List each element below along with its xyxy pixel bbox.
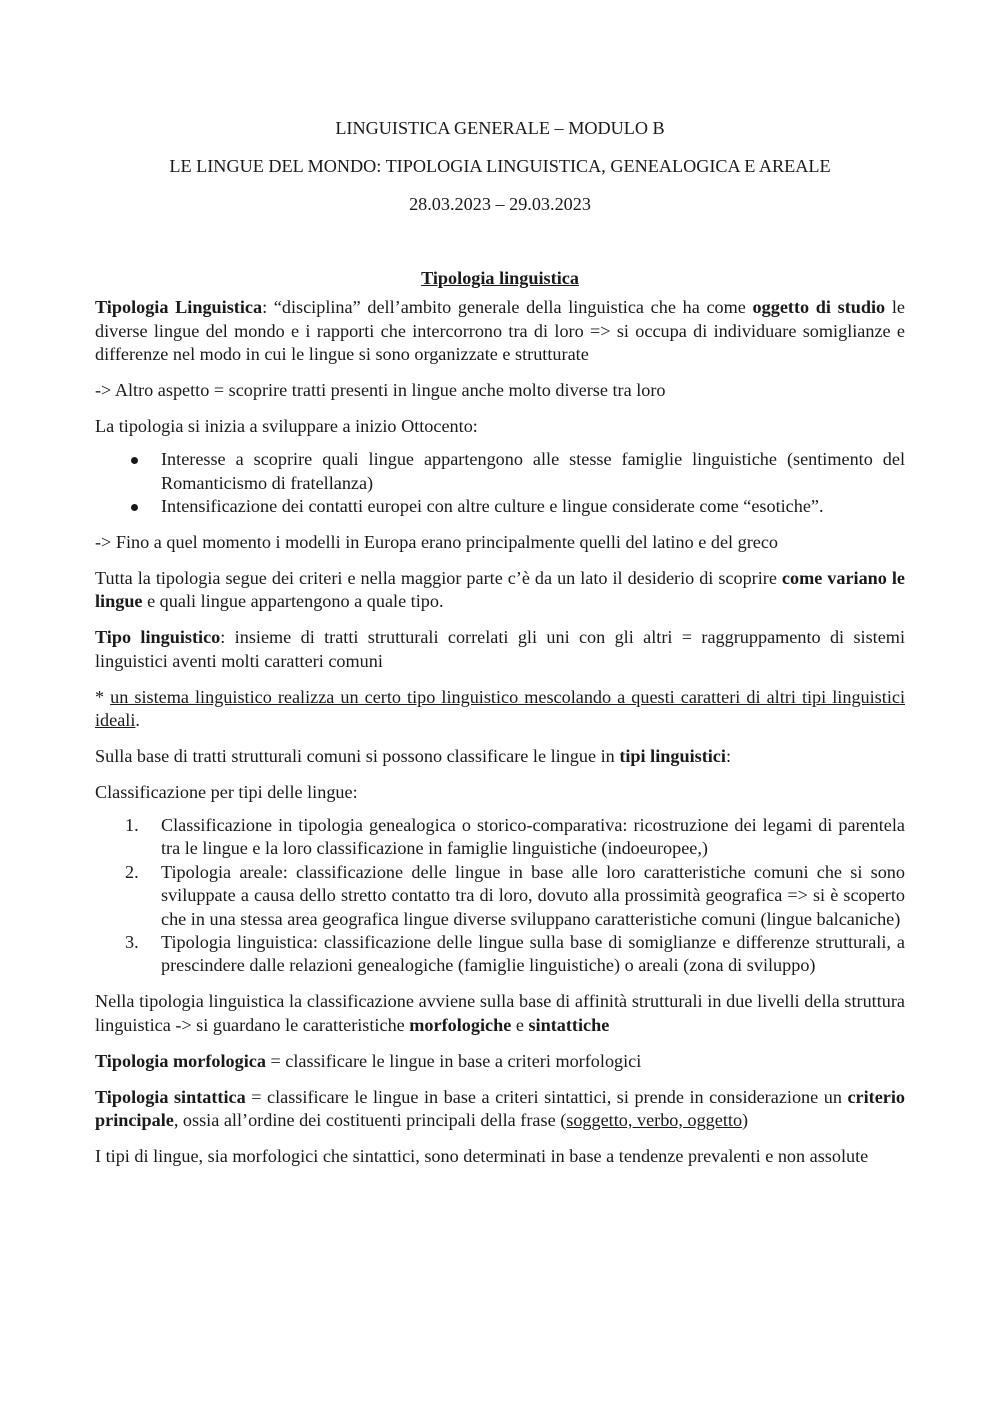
text-span: Tutta la tipologia segue dei criteri e nella maggior parte c’è da un lato il desiderio di scoprire xyxy=(95,567,782,588)
text-span: : xyxy=(725,746,731,767)
list-number: 1. xyxy=(125,815,139,836)
term-bold: morfologiche xyxy=(409,1014,512,1035)
term-bold: Tipologia Linguistica xyxy=(95,297,263,318)
list-item xyxy=(95,814,905,861)
lecture-dates: 28.03.2023 – 29.03.2023 xyxy=(409,193,591,214)
list-item xyxy=(95,931,905,978)
section-title: Tipologia linguistica xyxy=(421,268,579,288)
paragraph-classification-intro: Classificazione per tipi delle lingue: xyxy=(95,782,358,803)
term-bold: sintattiche xyxy=(528,1014,610,1035)
text-span: Sulla base di tratti strutturali comuni si possono classificare le lingue in xyxy=(95,746,620,767)
term-bold: Tipo linguistico xyxy=(95,627,221,648)
text-span: e xyxy=(511,1014,529,1035)
text-span: ) xyxy=(742,1110,749,1131)
list-item-text: Tipologia areale: classificazione delle lingue in base alle loro caratteristiche comuni che si sono sviluppate a causa dello stretto contatto tra di loro, dovuto alla prossimità geografica => si è scoperto che in una stessa area geografica lingue diverse sviluppano caratteristiche comuni (lingue balcaniche) xyxy=(161,861,905,929)
lecture-title: LE LINGUE DEL MONDO: TIPOLOGIA LINGUISTICA, GENEALOGICA E AREALE xyxy=(169,155,831,176)
list-number: 3. xyxy=(125,932,139,953)
list-item-text: Intensificazione dei contatti europei con altre culture e lingue considerate come “esotiche”. xyxy=(161,496,824,517)
paragraph-syntactic xyxy=(95,1086,905,1133)
term-bold: Tipologia morfologica xyxy=(95,1050,266,1071)
paragraph-morphological xyxy=(95,1050,905,1073)
text-span: * xyxy=(95,686,111,707)
list-item xyxy=(95,495,905,518)
term-bold: tipi linguistici xyxy=(619,746,726,767)
term-bold: Tipologia sintattica xyxy=(95,1086,246,1107)
text-span: = classificare le lingue in base a criteri morfologici xyxy=(265,1050,642,1071)
paragraph-structural-affinity xyxy=(95,990,910,1037)
list-item-text: Tipologia linguistica: classificazione delle lingue sulla base di somiglianze e differenze strutturali, a prescindere dalle relazioni genealogiche (famiglie linguistiche) o areali (zona di sviluppo) xyxy=(161,932,905,976)
text-span: , ossia all’ordine dei costituenti principali della frase ( xyxy=(173,1110,567,1131)
bullet-icon xyxy=(131,457,138,464)
list-item xyxy=(95,448,905,495)
list-item-text: Classificazione in tipologia genealogica o storico-comparativa: ricostruzione dei legami di parentela tra le lingue e la loro classificazione in famiglie linguistiche (indoeuropee,) xyxy=(161,815,905,859)
paragraph-criteria xyxy=(95,567,905,614)
text-span: e quali lingue appartengono a quale tipo. xyxy=(142,591,444,612)
paragraph-tendencies: I tipi di lingue, sia morfologici che sintattici, sono determinati in base a tendenze prevalenti e non assolute xyxy=(95,1146,869,1167)
underlined-text: un sistema linguistico realizza un certo tipo linguistico mescolando a questi caratteri di altri tipi linguistici ideali xyxy=(95,686,905,731)
text-span: Nella tipologia linguistica la classificazione avviene sulla base di affinità strutturali in due livelli della struttura linguistica -> si guardano le caratteristiche xyxy=(95,991,910,1035)
term-bold: oggetto di studio xyxy=(752,297,886,318)
numbered-list xyxy=(95,814,905,978)
paragraph-note xyxy=(95,686,905,733)
paragraph-classify xyxy=(95,745,905,768)
list-item xyxy=(95,861,905,931)
course-title: LINGUISTICA GENERALE – MODULO B xyxy=(335,118,665,138)
bullet-icon xyxy=(131,504,138,511)
term-bold: criterio principale xyxy=(95,1086,905,1131)
text-span: : insieme di tratti strutturali correlati gli uni con gli altri = raggruppamento di sistemi linguistici aventi molti caratteri comuni xyxy=(95,627,910,671)
text-span: le diverse lingue del mondo e i rapporti che intercorrono tra di loro => si occupa di individuare somiglianze e differenze nel modo in cui le lingue si sono organizzate e strutturate xyxy=(95,297,910,365)
list-number: 2. xyxy=(125,861,139,882)
paragraph-history-intro: La tipologia si inizia a sviluppare a inizio Ottocento: xyxy=(95,416,478,437)
text-span: . xyxy=(135,710,140,731)
text-span: = classificare le lingue in base a criteri sintattici, si prende in considerazione un xyxy=(245,1086,848,1107)
paragraph-models: -> Fino a quel momento i modelli in Europa erano principalmente quelli del latino e del greco xyxy=(95,531,778,552)
paragraph-definition xyxy=(95,296,910,366)
underlined-text: soggetto, verbo, oggetto xyxy=(566,1110,743,1131)
paragraph-linguistic-type xyxy=(95,626,910,673)
list-item-text: Interesse a scoprire quali lingue appartengono alle stesse famiglie linguistiche (sentimento del Romanticismo di fratellanza) xyxy=(161,449,905,493)
paragraph-other-aspect: -> Altro aspetto = scoprire tratti presenti in lingue anche molto diverse tra loro xyxy=(95,380,666,401)
term-bold: come variano le lingue xyxy=(95,567,905,612)
text-span: : “disciplina” dell’ambito generale della linguistica che ha come xyxy=(262,297,753,318)
bullet-list xyxy=(95,448,905,518)
